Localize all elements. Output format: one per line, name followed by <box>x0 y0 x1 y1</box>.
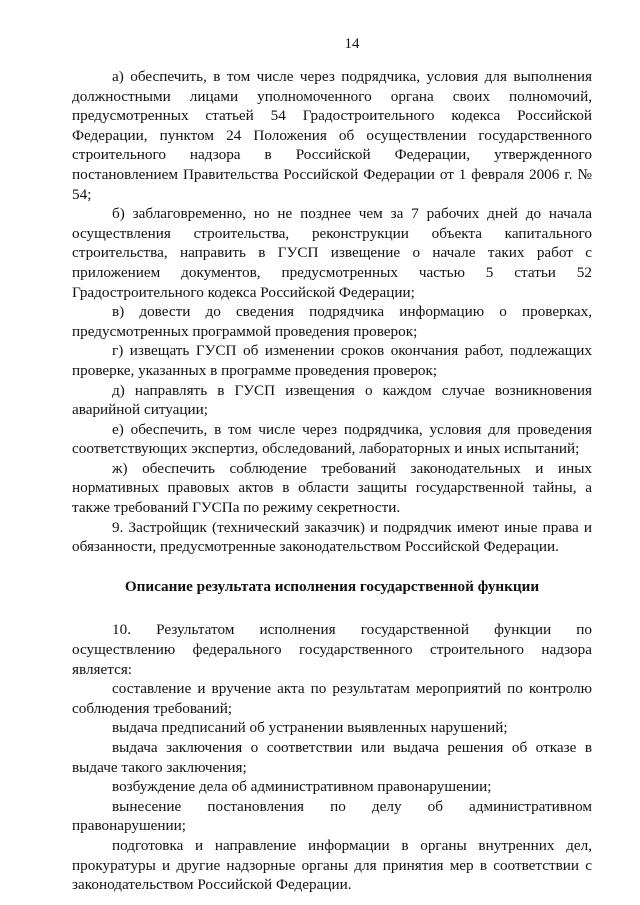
result-item-information: подготовка и направление информации в органы внутренних дел, прокуратуры и другие надзорные органы для принятия мер в соответствии с законодательством Российской Федерации. <box>72 836 592 894</box>
paragraph-10: 10. Результатом исполнения государственной функции по осуществлению федерального государственного строительного надзора является: <box>72 621 592 678</box>
page-number: 14 <box>344 36 360 52</box>
paragraph-9: 9. Застройщик (технический заказчик) и подрядчик имеют иные права и обязанности, предусмотренные законодательством Российской Федерации. <box>72 518 592 556</box>
paragraph-v: в) довести до сведения подрядчика информацию о проверках, предусмотренных программой проведения проверок; <box>72 303 592 340</box>
section-heading: Описание результата исполнения государственной функции <box>124 577 540 595</box>
paragraph-b: б) заблаговременно, но не позднее чем за 7 рабочих дней до начала осуществления строительства, реконструкции объекта капитального строительства, направить в ГУСП извещение о начале таких работ с приложением документов, предусмотренных частью 5 статьи 52 Градостроительного кодекса Российской Федерации; <box>72 205 592 301</box>
paragraph-d: д) направлять в ГУСП извещения о каждом случае возникновения аварийной ситуации; <box>72 381 592 419</box>
paragraph-e: е) обеспечить, в том числе через подрядчика, условия для проведения соответствующих экспертиз, обследований, лабораторных и иных испытаний; <box>72 420 592 458</box>
result-item-conclusion: выдача заключения о соответствии или выдача решения об отказе в выдаче такого заключения; <box>72 739 592 776</box>
result-item-resolution: вынесение постановления по делу об административном правонарушении; <box>72 797 592 835</box>
paragraph-zh: ж) обеспечить соблюдение требований законодательных и иных нормативных правовых актов в области защиты государственной тайны, а также требований ГУСПа по режиму секретности. <box>72 459 592 517</box>
paragraph-g: г) извещать ГУСП об изменении сроков окончания работ, подлежащих проверке, указанных в программе проведения проверок; <box>72 342 592 379</box>
result-item-act: составление и вручение акта по результатам мероприятий по контролю соблюдения требований; <box>72 680 592 717</box>
result-item-case: возбуждение дела об административном правонарушении; <box>112 778 492 796</box>
paragraph-a: а) обеспечить, в том числе через подрядчика, условия для выполнения должностными лицами уполномоченного органа своих полномочий, предусмотренных статьей 54 Градостроительного кодекса Российской Федерации, пунктом 24 Положения об осуществлении государственного строительного надзора в Российской Федерации, утвержденного постановлением Правительства Российской Федерации от 1 февраля 2006 г. № 54; <box>72 68 592 203</box>
result-item-orders: выдача предписаний об устранении выявленных нарушений; <box>112 719 508 737</box>
